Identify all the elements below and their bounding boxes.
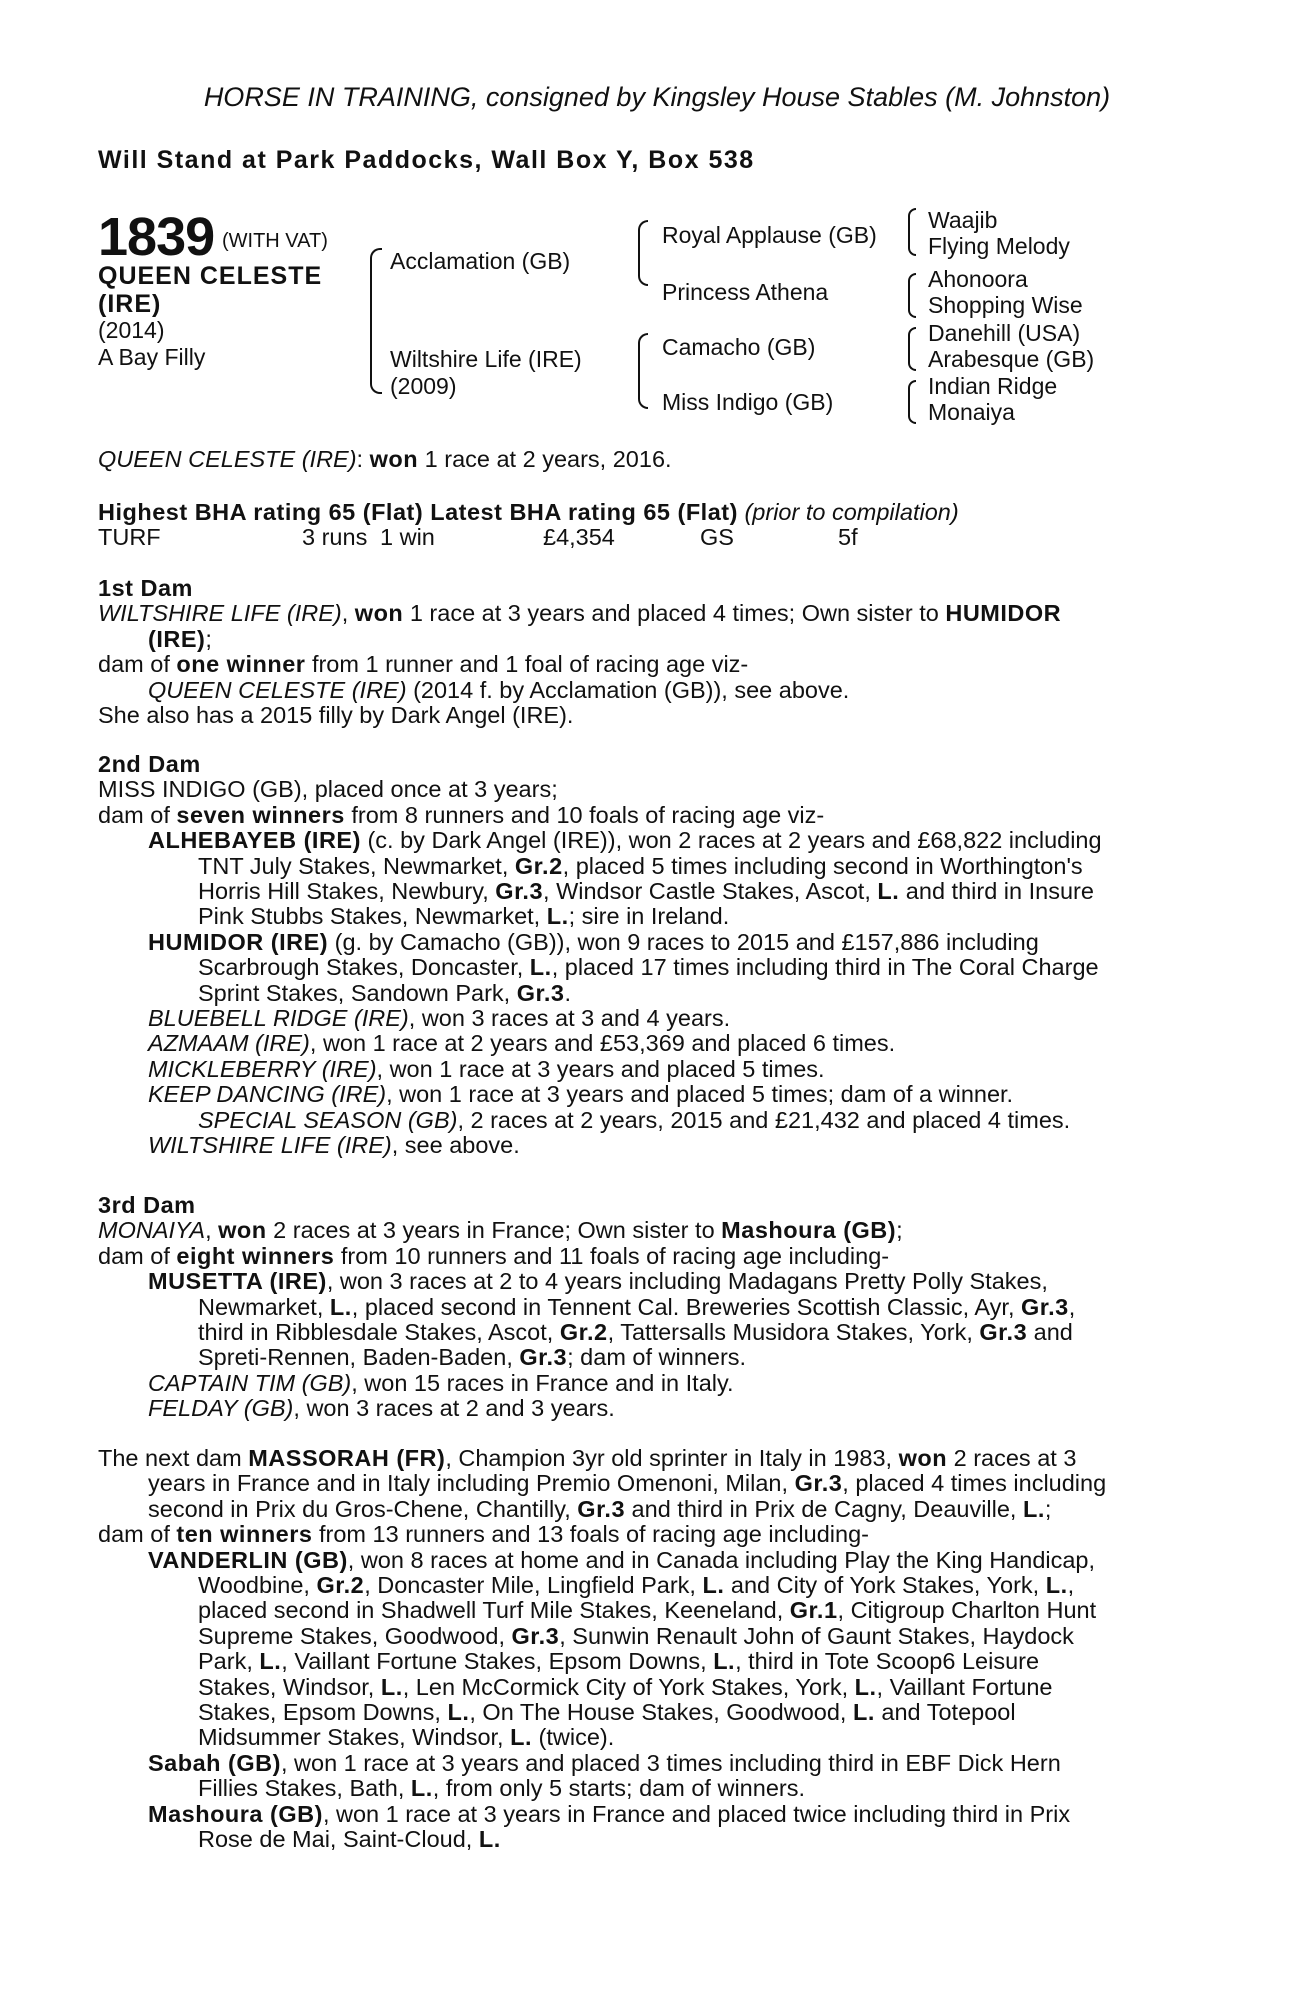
lot-number: 1839 [98,207,215,267]
text: ; sire in Ireland. [568,903,730,930]
bha-rating [98,500,959,525]
second-dam-line2 [98,803,1198,828]
text: dam of [98,801,177,828]
text: and third in Insure [899,878,1094,905]
grade: Gr.3 [794,1470,843,1497]
second-dam-section [98,752,1198,1159]
first-dam-heading: 1st Dam [98,575,193,601]
text: , placed 4 times including [842,1470,1107,1497]
offspring-name: FELDAY (GB) [148,1395,294,1422]
first-dam-line1 [98,601,1198,626]
text: and City of York Stakes, York, [724,1572,1046,1599]
grade: L. [1023,1495,1045,1522]
pedigree-dam-line2: (2009) [390,373,457,399]
musetta-name: MUSETTA (IRE) [148,1268,327,1295]
bluebell-line [98,1006,1198,1031]
humidor-line3 [98,981,1198,1006]
text: (twice). [532,1724,615,1751]
summary-won: won [369,446,419,472]
pedigree-dsd: Arabesque (GB) [928,346,1095,372]
grade: Gr.1 [789,1597,838,1624]
first-dam-line3 [98,652,1198,677]
mickleberry-line [98,1057,1198,1082]
second-dam-line1: MISS INDIGO (GB), placed once at 3 years; [98,776,558,803]
pedigree-brace-main [370,248,382,394]
vanderlin-line1 [98,1548,1198,1573]
summary-rest: 1 race at 2 years, 2016. [418,446,672,472]
text: (c. by Dark Angel (IRE)), won 2 races at 2 years and £68,822 including [360,827,1102,854]
second-dam-heading: 2nd Dam [98,751,201,777]
text: , Citigroup Charlton Hunt [837,1597,1097,1624]
mashoura-name: Mashoura (GB) [148,1800,323,1827]
text: , won 1 race at 3 years and placed 5 times. [376,1055,825,1082]
text: , Doncaster Mile, Lingfield Park, [364,1572,703,1599]
grade: Gr.3 [979,1319,1028,1346]
grade: Gr.2 [559,1319,608,1346]
page-title: HORSE IN TRAINING, consigned by Kingsley House Stables (M. Johnston) [203,82,1111,112]
text: , placed 17 times including third in The Coral Charge [551,954,1099,981]
text: Spreti-Rennen, Baden-Baden, [198,1344,520,1371]
text: 2 races at 3 [947,1445,1077,1471]
horse-name-line2: (IRE) [98,290,162,318]
pedigree-dds: Indian Ridge [928,373,1058,399]
text: , [341,600,355,627]
third-dam-line1 [98,1218,1198,1243]
text: , see above. [391,1132,520,1159]
humidor-name: HUMIDOR (IRE) [148,928,329,955]
won-label: won [354,600,404,627]
grade: L. [380,1673,403,1700]
text: Sprint Stakes, Sandown Park, [198,979,517,1006]
pedigree-dam-dam: Miss Indigo (GB) [662,389,834,415]
alhebayeb-line1 [98,828,1198,853]
text: , On The House Stakes, Goodwood, [469,1699,853,1726]
text: Midsummer Stakes, Windsor, [198,1724,511,1751]
pedigree-dam-sire: Camacho (GB) [662,334,816,360]
text: (g. by Camacho (GB)), won 9 races to 2015 and £157,886 including [328,928,1039,955]
won-label: won [898,1445,948,1471]
grade: L. [510,1724,532,1751]
third-dam-name: MONAIYA [98,1217,206,1244]
text: from 8 runners and 10 foals of racing age viz- [344,801,825,828]
grade: L. [1045,1572,1068,1599]
offspring-name: QUEEN CELESTE (IRE) [148,676,407,703]
vanderlin-line7 [98,1700,1198,1725]
pedigree-sire: Acclamation (GB) [390,248,571,274]
text: ; [205,625,212,652]
text: dam of [98,651,177,678]
text: ; [896,1217,903,1244]
vanderlin-name: VANDERLIN (GB) [148,1546,348,1573]
next-dam-line4 [98,1522,1198,1547]
winner-count: seven winners [176,801,345,828]
rating-note: (prior to compilation) [744,499,959,525]
vanderlin-line6 [98,1675,1198,1700]
text: , won 1 race at 3 years and placed 5 times; dam of a winner. [386,1081,1014,1108]
text: from 10 runners and 11 foals of racing age including- [334,1242,890,1269]
turf-label: TURF [98,524,161,550]
azmaam-line [98,1031,1198,1056]
text: , placed second in Tennent Cal. Breweries Scottish Classic, Ayr, [351,1293,1022,1320]
text: The next dam [98,1445,249,1471]
offspring-name: WILTSHIRE LIFE (IRE) [148,1132,392,1159]
winner-count: eight winners [176,1242,335,1269]
text: dam of [98,1242,177,1269]
grade: L. [447,1699,470,1726]
text: and third in Prix de Cagny, Deauville, [625,1495,1023,1522]
next-dam-section [98,1446,1198,1853]
grade: Gr.3 [1021,1293,1069,1320]
next-dam-name: MASSORAH (FR) [248,1445,446,1471]
text: Newmarket, [198,1293,330,1320]
vanderlin-line4 [98,1624,1198,1649]
text: , placed 5 times including second in Worthington's [562,852,1083,879]
pedigree-brace-dd [908,380,916,424]
next-dam-line3 [98,1497,1198,1522]
vanderlin-line2 [98,1573,1198,1598]
alhebayeb-line2 [98,854,1198,879]
horse-name-line1: QUEEN CELESTE [98,262,323,290]
text: Pink Stubbs Stakes, Newmarket, [198,903,547,930]
first-dam-line2 [98,627,1198,652]
pedigree-brace-sd [908,273,916,318]
turf-wins: 1 win [380,524,435,550]
pedigree-brace-ss [908,208,916,256]
offspring-name: KEEP DANCING (IRE) [148,1081,387,1108]
winner-count: ten winners [176,1521,313,1548]
pedigree-brace-sire [638,220,648,286]
third-dam-section [98,1193,1198,1422]
pedigree-sss: Waajib [928,207,998,233]
captain-tim-line [98,1371,1198,1396]
pedigree-sire-sire: Royal Applause (GB) [662,222,877,248]
text: , won 15 races in France and in Italy. [351,1369,734,1396]
text: Stakes, Epsom Downs, [198,1699,448,1726]
wiltshire-line [98,1133,1198,1158]
pedigree-brace-ds [908,327,916,371]
text: , from only 5 starts; dam of winners. [432,1775,805,1802]
text: , [1067,1572,1075,1599]
grade: Gr.3 [495,878,544,905]
text: , [205,1217,219,1244]
sabah-line2 [98,1776,1198,1801]
horse-sex: A Bay Filly [98,344,206,370]
keep-dancing-line [98,1082,1198,1107]
pedigree-sdd: Shopping Wise [928,292,1083,318]
turf-prize: £4,354 [543,524,615,550]
text: Supreme Stakes, Goodwood, [198,1622,512,1649]
third-dam-line2 [98,1244,1198,1269]
text: , Windsor Castle Stakes, Ascot, [543,878,878,905]
text: , won 3 races at 2 and 3 years. [293,1395,615,1422]
turf-going: GS [700,524,734,550]
text: , Len McCormick City of York Stakes, York, [402,1673,855,1700]
won-label: won [218,1217,267,1244]
text: , Vaillant Fortune [876,1673,1053,1700]
text: third in Ribblesdale Stakes, Ascot, [198,1319,560,1346]
text: ; dam of winners. [567,1344,747,1371]
pedigree-dss: Danehill (USA) [928,320,1081,346]
rating-main: Highest BHA rating 65 (Flat) Latest BHA rating 65 (Flat) [98,499,738,525]
first-dam-name: WILTSHIRE LIFE (IRE) [98,600,342,627]
alhebayeb-name: ALHEBAYEB (IRE) [148,827,361,854]
offspring-name: CAPTAIN TIM (GB) [148,1369,352,1396]
musetta-line3 [98,1320,1198,1345]
text: dam of [98,1521,177,1548]
pedigree-sire-dam: Princess Athena [662,279,829,305]
text: . [564,979,571,1006]
first-dam-line5: She also has a 2015 filly by Dark Angel (IRE). [98,702,574,729]
horse-year: (2014) [98,317,165,343]
text: second in Prix du Gros-Chene, Chantilly, [148,1495,578,1522]
text: Stakes, Windsor, [198,1673,381,1700]
pedigree-brace-dam [638,333,648,409]
grade: Gr.2 [514,852,563,879]
grade: L. [529,954,552,981]
grade: Gr.3 [519,1344,568,1371]
humidor-ref: HUMIDOR [945,600,1062,627]
grade: L. [329,1293,352,1320]
text: and [1027,1319,1073,1346]
grade: L. [410,1775,433,1802]
offspring-name: BLUEBELL RIDGE (IRE) [148,1005,409,1032]
musetta-line4 [98,1345,1198,1370]
text: , won 3 races at 2 to 4 years including Madagans Pretty Polly Stakes, [326,1268,1048,1295]
text: from 1 runner and 1 foal of racing age viz- [305,651,749,678]
text: , won 3 races at 3 and 4 years. [408,1005,731,1032]
first-dam-line4 [98,678,1198,703]
text: placed second in Shadwell Turf Mile Stakes, Keeneland, [198,1597,790,1624]
summary-name: QUEEN CELESTE (IRE) [98,446,357,472]
text: Horris Hill Stakes, Newbury, [198,878,496,905]
text: from 13 runners and 13 foals of racing age including- [312,1521,869,1548]
musetta-line1 [98,1269,1198,1294]
grade: L. [702,1572,725,1599]
vanderlin-line3 [98,1598,1198,1623]
grade: L. [877,878,900,905]
next-dam-line2 [98,1471,1198,1496]
pedigree-sds: Ahonoora [928,266,1028,292]
offspring-name: AZMAAM (IRE) [148,1030,310,1057]
pedigree-ssd: Flying Melody [928,233,1070,259]
text: years in France and in Italy including Premio Omenoni, Milan, [148,1470,795,1497]
pedigree-ddd: Monaiya [928,399,1015,425]
offspring-name: MICKLEBERRY (IRE) [148,1055,377,1082]
race-summary [98,447,672,472]
text: ; [1044,1495,1052,1522]
summary-colon: : [356,446,370,472]
turf-runs: 3 runs [302,524,368,550]
text: 1 race at 3 years and placed 4 times; Own sister to [403,600,946,627]
grade: L. [259,1648,282,1675]
text: , won 1 race at 3 years in France and placed twice including third in Prix [322,1800,1071,1827]
text: , Tattersalls Musidora Stakes, York, [607,1319,980,1346]
text: (IRE) [148,625,206,652]
pedigree-dam-line1: Wiltshire Life (IRE) [390,346,582,372]
next-dam-line1 [98,1446,1198,1471]
mashoura-line2 [98,1827,1198,1852]
third-dam-heading: 3rd Dam [98,1192,196,1218]
grade: L. [854,1673,877,1700]
turf-distance: 5f [838,524,858,550]
mashoura-ref: Mashoura (GB) [721,1217,897,1244]
text: , [1068,1293,1076,1320]
winner-count: one winner [176,651,306,678]
text: , won 1 race at 3 years and placed 3 times including third in EBF Dick Hern [280,1749,1061,1776]
first-dam-section [98,576,1198,728]
grade: Gr.3 [516,979,565,1006]
text: Fillies Stakes, Bath, [198,1775,411,1802]
humidor-line2 [98,955,1198,980]
grade: L. [852,1699,875,1726]
vanderlin-line5 [98,1649,1198,1674]
vanderlin-line8 [98,1725,1198,1750]
grade: L. [478,1826,501,1853]
vat-note: (WITH VAT) [222,230,328,252]
text: , third in Tote Scoop6 Leisure [735,1648,1040,1675]
text: , Sunwin Renault John of Gaunt Stakes, Haydock [559,1622,1074,1649]
sabah-name: Sabah (GB) [148,1749,281,1776]
text: TNT July Stakes, Newmarket, [198,852,515,879]
grade: Gr.3 [511,1622,560,1649]
mashoura-line1 [98,1802,1198,1827]
stand-location: Will Stand at Park Paddocks, Wall Box Y, Box 538 [98,146,755,174]
grade: Gr.2 [316,1572,365,1599]
sabah-line1 [98,1751,1198,1776]
alhebayeb-line3 [98,879,1198,904]
grade: Gr.3 [577,1495,626,1522]
grade: L. [546,903,569,930]
humidor-line1 [98,930,1198,955]
text: , Champion 3yr old sprinter in Italy in 1983, [445,1445,899,1471]
text: 2 races at 3 years in France; Own sister to [266,1217,722,1244]
text: (2014 f. by Acclamation (GB)), see above. [406,676,850,703]
text: , won 8 races at home and in Canada including Play the King Handicap, [347,1546,1096,1573]
special-season-line [98,1108,1198,1133]
text: , Vaillant Fortune Stakes, Epsom Downs, [281,1648,714,1675]
text: Rose de Mai, Saint-Cloud, [198,1826,479,1853]
text: and Totepool [874,1699,1016,1726]
offspring-name: SPECIAL SEASON (GB) [198,1106,458,1133]
text: Woodbine, [198,1572,317,1599]
text: , won 1 race at 2 years and £53,369 and placed 6 times. [309,1030,896,1057]
grade: L. [713,1648,736,1675]
horse-name [98,262,358,318]
musetta-line2 [98,1295,1198,1320]
alhebayeb-line4 [98,904,1198,929]
text: Scarbrough Stakes, Doncaster, [198,954,530,981]
text: Park, [198,1648,260,1675]
text: , 2 races at 2 years, 2015 and £21,432 and placed 4 times. [457,1106,1071,1133]
felday-line [98,1396,1198,1421]
